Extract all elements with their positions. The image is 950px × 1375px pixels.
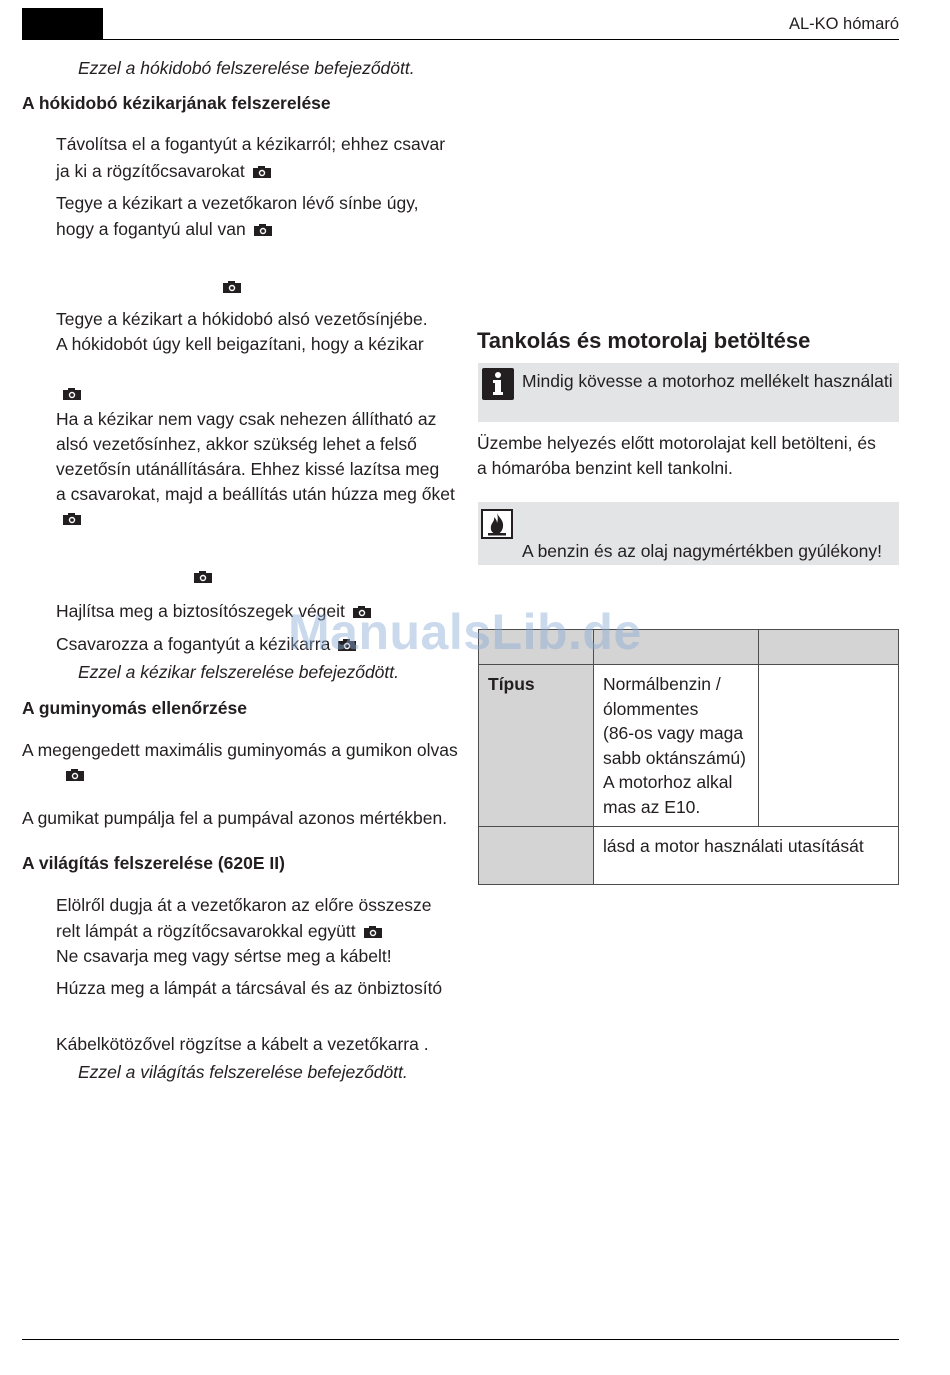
step-adjust-line4: a csavarokat, majd a beállítás után húzza meg őket	[56, 484, 455, 504]
section-title-handle: A hókidobó kézikarjának felszerelése	[22, 93, 331, 113]
step-adjust-line3: vezetősín utánállítására. Ehhez kissé lazítsa meg	[56, 459, 440, 479]
tire-pump-text: A gumikat pumpálja fel a pumpával azonos mértékben.	[22, 808, 448, 828]
step-adjust-line2: alsó vezetősínhez, akkor szükség lehet a felső	[56, 434, 417, 454]
step-text: ja ki a rögzítőcsavarokat	[56, 161, 245, 181]
step-lamp-line2	[56, 921, 382, 942]
step-text: relt lámpát a rögzítőcsavarokkal együtt	[56, 921, 356, 941]
done-note-lighting: Ezzel a világítás felszerelése befejeződött.	[78, 1062, 408, 1082]
fuel-paragraph-line2: a hómaróba benzint kell tankolni.	[477, 458, 733, 478]
camera-icon	[63, 513, 81, 525]
step-insert-handle-line2	[56, 219, 272, 240]
table-row	[479, 665, 899, 827]
step-remove-handle-line2	[56, 161, 271, 182]
step-text: Csavarozza a fogantyút a kézikarra	[56, 634, 331, 654]
camera-icon	[253, 166, 271, 178]
camera-icon	[194, 571, 212, 583]
done-note-chute: Ezzel a hókidobó felszerelése befejeződött.	[78, 58, 415, 78]
step-tighten-lamp: Húzza meg a lámpát a tárcsával és az önbiztosító	[56, 978, 443, 998]
step-text: hogy a fogantyú alul van	[56, 219, 246, 239]
warning-text: A benzin és az olaj nagymértékben gyúlékony!	[522, 541, 882, 561]
fuel-type-line: Normálbenzin /	[603, 674, 721, 694]
fuel-type-line: A motorhoz alkal	[603, 772, 733, 792]
watermark: ManualsLib.de	[288, 604, 642, 660]
fire-warning-icon	[481, 509, 513, 539]
table-label-cell	[479, 827, 594, 885]
step-lower-rail-line2: A hókidobót úgy kell beigazítani, hogy a kézikar	[56, 334, 424, 354]
camera-icon	[63, 388, 81, 400]
table-value-cell	[759, 665, 899, 827]
step-lower-rail-line1: Tegye a kézikart a hókidobó alsó vezetősínjébe.	[56, 309, 428, 329]
camera-icon	[364, 926, 382, 938]
step-insert-handle-line1: Tegye a kézikart a vezetőkaron lévő sínbe úgy,	[56, 193, 419, 213]
step-lamp-line1: Elölről dugja át a vezetőkaron az előre összesze	[56, 895, 432, 915]
fuel-table	[478, 629, 899, 885]
section-title-fueling: Tankolás és motorolaj betöltése	[477, 328, 811, 353]
footer-rule	[22, 1339, 899, 1340]
oil-value: lásd a motor használati utasítását	[603, 836, 864, 856]
table-row	[479, 827, 899, 885]
step-remove-handle-line1: Távolítsa el a fogantyút a kézikarról; ehhez csavar	[56, 134, 446, 154]
header-title: AL-KO hómaró	[788, 15, 899, 33]
fuel-type-line: ólommentes	[603, 698, 699, 719]
section-title-tire: A guminyomás ellenőrzése	[22, 698, 247, 718]
table-header-cell	[759, 630, 899, 665]
fuel-type-line: sabb oktánszámú)	[603, 747, 746, 768]
section-title-lighting: A világítás felszerelése (620E II)	[22, 853, 285, 873]
step-text: Hajlítsa meg a biztosítószegek végeit	[56, 601, 345, 621]
fuel-type-line: mas az E10.	[603, 796, 701, 817]
fuel-type-value	[594, 665, 758, 826]
table-label-type: Típus	[488, 674, 535, 694]
camera-icon	[223, 281, 241, 293]
header-rule	[22, 39, 899, 40]
info-text: Mindig kövesse a motorhoz mellékelt használati	[522, 371, 893, 391]
table-value-cell	[594, 827, 899, 885]
camera-icon	[66, 769, 84, 781]
camera-icon	[254, 224, 272, 236]
fuel-paragraph-line1: Üzembe helyezés előtt motorolajat kell betölteni, és	[477, 433, 876, 453]
header-black-block	[22, 8, 103, 40]
done-note-handle: Ezzel a kézikar felszerelése befejeződött.	[78, 662, 399, 682]
step-lamp-line3: Ne csavarja meg vagy sértse meg a kábelt!	[56, 946, 392, 966]
step-adjust-line1: Ha a kézikar nem vagy csak nehezen állítható az	[56, 409, 437, 429]
tire-pressure-text: A megengedett maximális guminyomás a gumikon olvas	[22, 740, 458, 760]
step-cable-tie: Kábelkötözővel rögzítse a kábelt a vezetőkarra .	[56, 1034, 429, 1054]
fuel-type-line: (86-os vagy maga	[603, 723, 744, 743]
info-icon	[482, 368, 514, 400]
table-label-cell	[479, 665, 594, 827]
table-value-cell	[594, 665, 759, 827]
